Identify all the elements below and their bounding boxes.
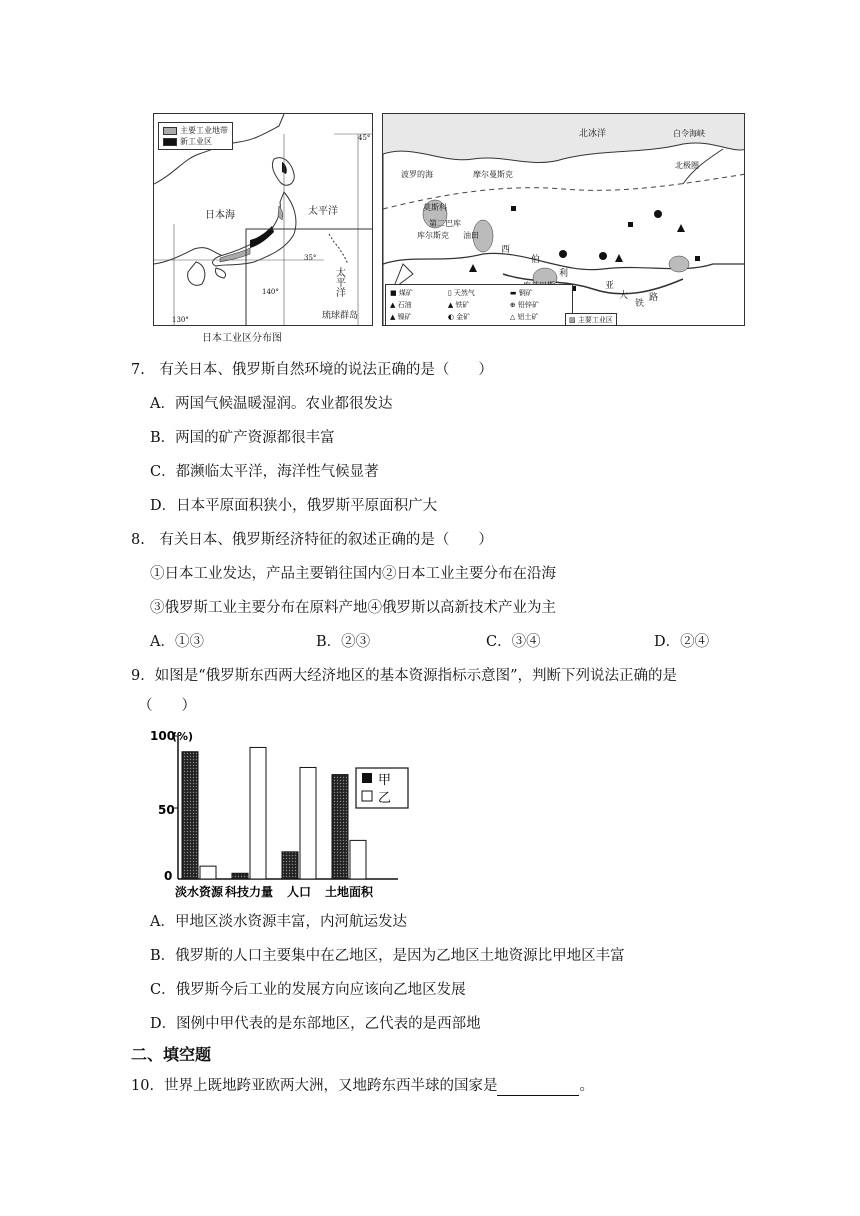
question-7-option-d[interactable]: D．日本平原面积狭小，俄罗斯平原面积广大 [150, 498, 438, 514]
x-labels-group [175, 884, 374, 899]
question-9-stem: 9．如图是“俄罗斯东西两大经济地区的基本资源指标示意图”，判断下列说法正确的是 [131, 668, 678, 684]
question-10-answer-blank[interactable] [497, 1081, 579, 1096]
bar-yi-1 [250, 747, 266, 879]
label-lon-140: 140° [262, 288, 279, 296]
question-9-stem-cont: （ ） [138, 698, 196, 714]
russia-map-legend [385, 284, 573, 326]
question-10 [131, 1076, 594, 1096]
legend-industrial-area: ▨ 主要工业区 [565, 313, 617, 326]
question-7-option-c[interactable]: C．都濒临太平洋，海洋性气候显著 [150, 464, 379, 480]
resource-chart-svg [150, 728, 420, 900]
question-7-stem: 7. 有关日本、俄罗斯自然环境的说法正确的是（ ） [131, 362, 493, 378]
legend-label: 铜矿 [518, 289, 533, 297]
label-lon-130: 130° [172, 316, 189, 324]
legend-label: 铝土矿 [517, 313, 539, 321]
legend-oil: ▲ 石油 [390, 301, 412, 309]
question-10-end: 。 [579, 1078, 594, 1094]
question-9-option-c[interactable]: C．俄罗斯今后工业的发展方向应该向乙地区发展 [150, 982, 466, 998]
legend-swatch-jia [362, 773, 372, 783]
question-9-option-b[interactable]: B．俄罗斯的人口主要集中在乙地区，是因为乙地区土地资源比甲地区丰富 [150, 948, 625, 964]
question-8-stem: 8. 有关日本、俄罗斯经济特征的叙述正确的是（ ） [131, 532, 493, 548]
y-tick-100: 100 [150, 729, 176, 743]
question-8-option-b[interactable]: B．②③ [316, 634, 371, 650]
legend-label: 铅锌矿 [518, 301, 539, 309]
legend-swatch-black [163, 138, 177, 146]
label-arctic-circle: 北极圈 [675, 161, 699, 170]
label-siberia-2: 伯 [531, 255, 541, 265]
legend-gold: ◐ 金矿 [447, 313, 471, 321]
legend-copper: ▬ 铜矿 [509, 289, 533, 297]
label-railway-2: 大 [619, 291, 629, 301]
legend-item-new-industrial-zone [163, 136, 228, 147]
bar-jia-1 [232, 873, 248, 879]
japan-map [153, 113, 373, 326]
question-10-stem: 10．世界上既地跨亚欧两大洲，又地跨东西半球的国家是 [131, 1078, 498, 1094]
legend-label: 铁矿 [455, 301, 470, 309]
bar-jia-3 [332, 775, 348, 879]
legend-label: 主要工业地带 [180, 126, 228, 135]
question-9-option-a[interactable]: A．甲地区淡水资源丰富，内河航运发达 [150, 914, 407, 930]
label-railway-1: 亚 [605, 281, 615, 291]
legend-gas: ▯ 天然气 [447, 289, 475, 297]
bar-yi-0 [200, 866, 216, 879]
question-8-statement-2: ③俄罗斯工业主要分布在原料产地④俄罗斯以高新技术产业为主 [150, 600, 556, 616]
question-9-option-d[interactable]: D．图例中甲代表的是东部地区，乙代表的是西部地 [150, 1016, 481, 1032]
question-8-option-d[interactable]: D．②④ [654, 634, 710, 650]
label-pacific: 太平洋 [308, 206, 338, 217]
label-murmansk: 摩尔曼斯克 [473, 170, 513, 179]
legend-lead-zinc: ⊕ 铅锌矿 [509, 301, 539, 309]
legend-coal: ■ 煤矿 [390, 289, 413, 297]
label-second-baku: 第二巴库 [429, 219, 461, 228]
label-kursk: 库尔斯克 [417, 231, 449, 240]
question-7-option-a[interactable]: A．两国气候温暖湿润。农业都很发达 [150, 396, 393, 412]
legend-label: 金矿 [456, 313, 471, 321]
japan-map-legend [158, 122, 233, 150]
x-tick-label-3: 土地面积 [324, 885, 374, 899]
question-7-option-b[interactable]: B．两国的矿产资源都很丰富 [150, 430, 335, 446]
y-tick-50: 50 [158, 803, 175, 817]
label-baltic: 波罗的海 [401, 170, 433, 179]
legend-label-jia: 甲 [378, 773, 392, 788]
y-tick-0: 0 [164, 869, 173, 883]
bar-yi-2 [300, 767, 316, 879]
bar-jia-2 [282, 852, 298, 879]
bar-jia-0 [182, 752, 198, 879]
label-sea-of-japan: 日本海 [205, 210, 235, 221]
legend-swatch-gray [163, 127, 177, 135]
legend-label: 主要工业区 [577, 316, 613, 324]
question-8-statement-1: ①日本工业发达，产品主要销往国内②日本工业主要分布在沿海 [150, 566, 556, 582]
legend-iron: ▲ 铁矿 [447, 301, 470, 309]
label-ryukyu: 琉球群岛 [322, 311, 359, 321]
legend-bauxite: △ 铝土矿 [509, 313, 539, 321]
label-siberia-3: 利 [559, 269, 569, 279]
y-axis-unit: (%) [172, 730, 194, 743]
label-railway-4: 路 [649, 293, 659, 303]
label-siberia-1: 西 [501, 245, 511, 255]
x-tick-label-1: 科技力量 [224, 885, 274, 899]
legend-label: 镍矿 [397, 313, 412, 321]
legend-label: 石油 [397, 301, 412, 309]
label-bering-strait: 白令海峡 [673, 129, 705, 138]
x-tick-label-2: 人口 [286, 885, 312, 899]
japan-map-caption: 日本工业区分布图 [202, 333, 282, 344]
x-tick-label-0: 淡水资源 [174, 885, 224, 899]
bar-yi-3 [350, 840, 366, 879]
question-8-option-c[interactable]: C．③④ [486, 634, 541, 650]
legend-item-main-industrial-zone [163, 125, 228, 136]
label-oilfield: 油田 [463, 231, 479, 240]
legend-label-yi: 乙 [378, 791, 392, 806]
legend-swatch-yi [362, 791, 372, 801]
legend-label: 天然气 [453, 289, 475, 297]
legend-label: 煤矿 [398, 289, 413, 297]
label-lat-35: 35° [304, 254, 317, 262]
label-pacific-inset-2: 平 [336, 278, 346, 289]
legend-nickel: ▲ 镍矿 [390, 313, 412, 321]
label-moscow: 莫斯科 [423, 203, 447, 212]
label-arctic-ocean: 北冰洋 [579, 129, 607, 139]
bars-group [182, 747, 366, 879]
section-title-fill-in: 二、填空题 [131, 1045, 212, 1064]
label-pacific-inset-3: 洋 [336, 288, 346, 299]
label-pacific-inset-1: 太 [336, 268, 346, 279]
question-8-option-a[interactable]: A．①③ [150, 634, 204, 650]
label-railway-3: 铁 [635, 299, 645, 309]
legend-label: 新工业区 [180, 137, 212, 146]
russia-map [382, 113, 745, 326]
label-lat-45: 45° [358, 134, 371, 142]
resource-chart [150, 728, 420, 900]
